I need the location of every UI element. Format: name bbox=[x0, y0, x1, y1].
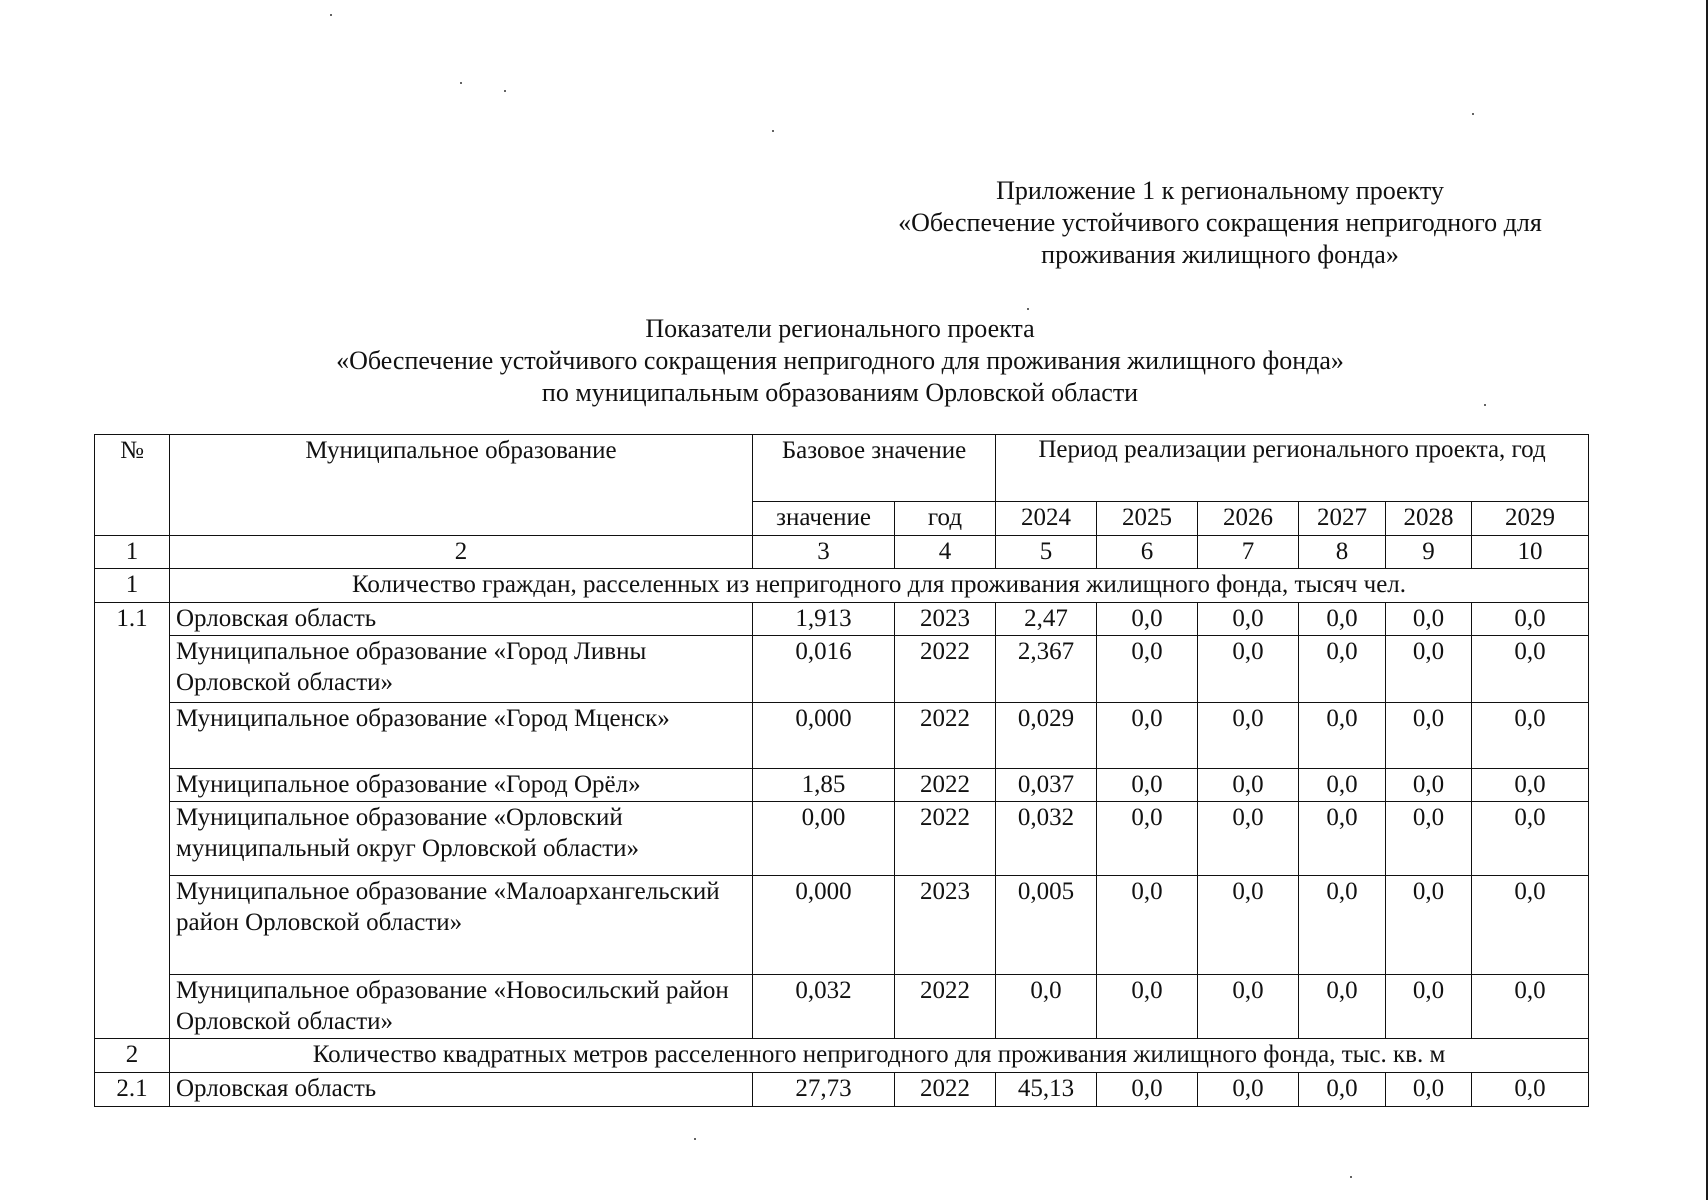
appendix-line: «Обеспечение устойчивого сокращения непригодного для bbox=[898, 208, 1542, 237]
value-2024: 0,029 bbox=[996, 702, 1097, 768]
value-2025: 0,0 bbox=[1097, 1072, 1198, 1106]
table-row bbox=[95, 768, 1589, 801]
scan-speck bbox=[504, 90, 506, 92]
column-number: 2 bbox=[170, 535, 753, 568]
value-2026: 0,0 bbox=[1198, 1072, 1299, 1106]
value-2029: 0,0 bbox=[1472, 636, 1589, 702]
value-2029: 0,0 bbox=[1472, 768, 1589, 801]
value-2025: 0,0 bbox=[1097, 602, 1198, 635]
title-line: Показатели регионального проекта bbox=[645, 314, 1035, 343]
municipality-name: Орловская область bbox=[170, 1072, 753, 1106]
value-2028: 0,0 bbox=[1386, 975, 1472, 1038]
value-2028: 0,0 bbox=[1386, 636, 1472, 702]
municipality-name: Муниципальное образование «Орловский муниципальный округ Орловской области» bbox=[170, 802, 753, 875]
value-2025: 0,0 bbox=[1097, 802, 1198, 875]
value-2029: 0,0 bbox=[1472, 1072, 1589, 1106]
value-2025: 0,0 bbox=[1097, 702, 1198, 768]
value-2025: 0,0 bbox=[1097, 975, 1198, 1038]
value-2024: 2,47 bbox=[996, 602, 1097, 635]
column-number: 7 bbox=[1198, 535, 1299, 568]
header-num: № bbox=[95, 435, 170, 536]
header-base: Базовое значение bbox=[753, 435, 996, 502]
value-2024: 45,13 bbox=[996, 1072, 1097, 1106]
base-value: 0,000 bbox=[753, 702, 895, 768]
scan-speck bbox=[460, 82, 462, 84]
value-2027: 0,0 bbox=[1299, 702, 1386, 768]
value-2024: 2,367 bbox=[996, 636, 1097, 702]
scan-speck bbox=[330, 14, 332, 16]
value-2025: 0,0 bbox=[1097, 636, 1198, 702]
table-row bbox=[95, 802, 1589, 875]
header-year-2024: 2024 bbox=[996, 502, 1097, 535]
value-2028: 0,0 bbox=[1386, 768, 1472, 801]
base-value: 0,000 bbox=[753, 875, 895, 975]
base-year: 2022 bbox=[895, 636, 996, 702]
header-year-2027: 2027 bbox=[1299, 502, 1386, 535]
municipality-name: Муниципальное образование «Город Ливны Орловской области» bbox=[170, 636, 753, 702]
base-year: 2023 bbox=[895, 602, 996, 635]
scan-speck bbox=[1484, 404, 1486, 406]
base-value: 1,913 bbox=[753, 602, 895, 635]
value-2024: 0,032 bbox=[996, 802, 1097, 875]
value-2025: 0,0 bbox=[1097, 875, 1198, 975]
base-year: 2022 bbox=[895, 802, 996, 875]
base-value: 0,032 bbox=[753, 975, 895, 1038]
value-2027: 0,0 bbox=[1299, 875, 1386, 975]
base-value: 1,85 bbox=[753, 768, 895, 801]
municipality-name: Муниципальное образование «Новосильский район Орловской области» bbox=[170, 975, 753, 1038]
value-2029: 0,0 bbox=[1472, 702, 1589, 768]
base-year: 2022 bbox=[895, 1072, 996, 1106]
value-2027: 0,0 bbox=[1299, 636, 1386, 702]
appendix-line: проживания жилищного фонда» bbox=[1041, 240, 1399, 269]
appendix-line: Приложение 1 к региональному проекту bbox=[996, 176, 1444, 205]
value-2029: 0,0 bbox=[1472, 802, 1589, 875]
table-row bbox=[95, 975, 1589, 1038]
value-2028: 0,0 bbox=[1386, 702, 1472, 768]
table-row bbox=[95, 636, 1589, 702]
subsection-num: 2.1 bbox=[95, 1072, 170, 1106]
section-row bbox=[95, 568, 1589, 602]
base-value: 27,73 bbox=[753, 1072, 895, 1106]
base-year: 2022 bbox=[895, 702, 996, 768]
base-value: 0,00 bbox=[753, 802, 895, 875]
value-2029: 0,0 bbox=[1472, 602, 1589, 635]
value-2024: 0,037 bbox=[996, 768, 1097, 801]
value-2026: 0,0 bbox=[1198, 768, 1299, 801]
value-2027: 0,0 bbox=[1299, 1072, 1386, 1106]
header-period: Период реализации регионального проекта, год bbox=[996, 435, 1589, 502]
table-row bbox=[95, 702, 1589, 768]
header-year-2028: 2028 bbox=[1386, 502, 1472, 535]
value-2026: 0,0 bbox=[1198, 702, 1299, 768]
header-year-2025: 2025 bbox=[1097, 502, 1198, 535]
value-2027: 0,0 bbox=[1299, 802, 1386, 875]
value-2024: 0,005 bbox=[996, 875, 1097, 975]
column-numbers-row bbox=[95, 535, 1589, 568]
base-year: 2022 bbox=[895, 768, 996, 801]
section-title: Количество граждан, расселенных из непригодного для проживания жилищного фонда, тысяч чел. bbox=[170, 568, 1589, 602]
value-2027: 0,0 bbox=[1299, 602, 1386, 635]
table-row bbox=[95, 1072, 1589, 1106]
scan-speck bbox=[1472, 113, 1474, 115]
header-year-2026: 2026 bbox=[1198, 502, 1299, 535]
value-2024: 0,0 bbox=[996, 975, 1097, 1038]
column-number: 5 bbox=[996, 535, 1097, 568]
title-line: по муниципальным образованиям Орловской области bbox=[541, 378, 1139, 407]
section-row bbox=[95, 1038, 1589, 1072]
value-2029: 0,0 bbox=[1472, 975, 1589, 1038]
municipality-name: Муниципальное образование «Город Мценск» bbox=[170, 702, 753, 768]
value-2028: 0,0 bbox=[1386, 802, 1472, 875]
value-2027: 0,0 bbox=[1299, 975, 1386, 1038]
title-line: «Обеспечение устойчивого сокращения непригодного для проживания жилищного фонда» bbox=[336, 346, 1344, 375]
header-year: год bbox=[895, 502, 996, 535]
value-2028: 0,0 bbox=[1386, 1072, 1472, 1106]
municipality-name: Муниципальное образование «Малоархангельский район Орловской области» bbox=[170, 875, 753, 975]
header-row bbox=[95, 435, 1589, 502]
value-2026: 0,0 bbox=[1198, 802, 1299, 875]
value-2026: 0,0 bbox=[1198, 975, 1299, 1038]
base-year: 2023 bbox=[895, 875, 996, 975]
column-number: 9 bbox=[1386, 535, 1472, 568]
scan-speck bbox=[1350, 1176, 1352, 1178]
value-2026: 0,0 bbox=[1198, 602, 1299, 635]
scan-speck bbox=[1027, 308, 1029, 310]
value-2028: 0,0 bbox=[1386, 875, 1472, 975]
column-number: 8 bbox=[1299, 535, 1386, 568]
scan-speck bbox=[694, 1138, 696, 1140]
table-row bbox=[95, 875, 1589, 975]
column-number: 3 bbox=[753, 535, 895, 568]
municipality-name: Муниципальное образование «Город Орёл» bbox=[170, 768, 753, 801]
municipality-name: Орловская область bbox=[170, 602, 753, 635]
base-value: 0,016 bbox=[753, 636, 895, 702]
value-2025: 0,0 bbox=[1097, 768, 1198, 801]
column-number: 1 bbox=[95, 535, 170, 568]
subsection-num: 1.1 bbox=[95, 602, 170, 1038]
section-num: 1 bbox=[95, 568, 170, 602]
appendix-caption bbox=[860, 175, 1580, 271]
indicators-table bbox=[94, 434, 1589, 1107]
section-title: Количество квадратных метров расселенного непригодного для проживания жилищного фонда, тыс. кв. м bbox=[170, 1038, 1589, 1072]
section-num: 2 bbox=[95, 1038, 170, 1072]
value-2026: 0,0 bbox=[1198, 636, 1299, 702]
column-number: 6 bbox=[1097, 535, 1198, 568]
value-2028: 0,0 bbox=[1386, 602, 1472, 635]
table-row bbox=[95, 602, 1589, 635]
header-year-2029: 2029 bbox=[1472, 502, 1589, 535]
value-2027: 0,0 bbox=[1299, 768, 1386, 801]
column-number: 4 bbox=[895, 535, 996, 568]
document-title bbox=[200, 313, 1480, 409]
header-municipality: Муниципальное образование bbox=[170, 435, 753, 536]
value-2026: 0,0 bbox=[1198, 875, 1299, 975]
scan-speck bbox=[772, 130, 774, 132]
column-number: 10 bbox=[1472, 535, 1589, 568]
value-2029: 0,0 bbox=[1472, 875, 1589, 975]
header-value: значение bbox=[753, 502, 895, 535]
base-year: 2022 bbox=[895, 975, 996, 1038]
